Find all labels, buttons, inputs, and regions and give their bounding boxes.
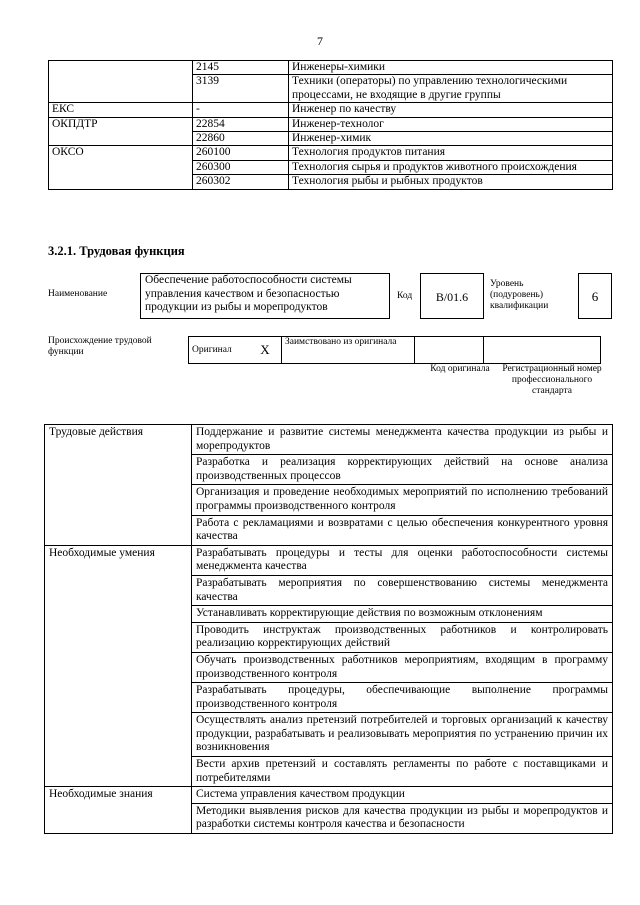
function-name-box: Обеспечение работоспособности системы управления качеством и безопасностью продукции из рыбы и морепродуктов — [140, 273, 390, 319]
original-label: Оригинал — [189, 337, 250, 364]
labor-action-item: Разработка и реализация корректирующих действий на основе анализа производственных процессов — [192, 455, 613, 485]
function-details-table — [44, 424, 613, 834]
knowledge-item: Методики выявления рисков для качества продукции из рыбы и морепродуктов и разработки системы контроля качества и безопасности — [192, 803, 613, 833]
code-cell: 22854 — [193, 117, 289, 131]
page-number: 7 — [317, 34, 323, 48]
registration-number-cell — [484, 337, 601, 364]
classifier-cell: ОКСО — [49, 146, 193, 189]
original-mark: X — [249, 337, 282, 364]
section-heading: 3.2.1. Трудовая функция — [48, 244, 185, 258]
knowledge-label: Необходимые знания — [45, 787, 192, 834]
table-row — [45, 425, 613, 455]
labor-action-item: Поддержание и развитие системы менеджмента качества продукции из рыбы и морепродуктов — [192, 425, 613, 455]
origin-label: Происхождение трудовой функции — [48, 336, 152, 357]
occupation-name-cell: Технология сырья и продуктов животного происхождения — [289, 160, 613, 174]
skill-item: Устанавливать корректирующие действия по возможным отклонениям — [192, 606, 613, 623]
code-cell: 3139 — [193, 75, 289, 103]
skill-item: Разрабатывать процедуры, обеспечивающие выполнение программы производственного контроля — [192, 683, 613, 713]
knowledge-item: Система управления качеством продукции — [192, 787, 613, 804]
skill-item: Вести архив претензий и составлять регламенты по работе с поставщиками и потребителями — [192, 757, 613, 787]
table-row — [49, 61, 613, 75]
classifier-codes-table — [48, 60, 613, 190]
qualification-level-label: Уровень (подуровень) квалификации — [490, 279, 549, 311]
code-label: Код — [397, 291, 413, 301]
code-cell: 22860 — [193, 132, 289, 146]
qualification-level-box: 6 — [578, 273, 612, 319]
labor-actions-label: Трудовые действия — [45, 425, 192, 546]
classifier-cell: ЕКС — [49, 103, 193, 117]
skill-item: Разрабатывать мероприятия по совершенствованию системы менеджмента качества — [192, 575, 613, 605]
occupation-name-cell: Инженер по качеству — [289, 103, 613, 117]
occupation-name-cell: Технология продуктов питания — [289, 146, 613, 160]
skill-item: Проводить инструктаж производственных работников и контролировать реализацию корректирующих действий — [192, 622, 613, 652]
original-code-caption: Код оригинала — [430, 364, 490, 374]
skills-label: Необходимые умения — [45, 545, 192, 787]
occupation-name-cell: Инженер-химик — [289, 132, 613, 146]
original-code-cell — [415, 337, 484, 364]
labor-action-item: Организация и проведение необходимых мероприятий по исполнению требований программы производственного контроля — [192, 485, 613, 515]
code-cell: 260300 — [193, 160, 289, 174]
occupation-name-cell: Техники (операторы) по управлению технологическими процессами, не входящие в другие группы — [289, 75, 613, 103]
occupation-name-cell: Технология рыбы и рыбных продуктов — [289, 175, 613, 189]
borrowed-label: Заимствовано из оригинала — [282, 337, 415, 364]
skill-item: Осуществлять анализ претензий потребителей и торговых организаций к качеству продукции, разрабатывать и реализовывать мероприятия по устранению причин их возникновения — [192, 713, 613, 757]
name-label: Наименование — [48, 289, 108, 299]
table-row — [45, 787, 613, 804]
classifier-cell: ОКПДТР — [49, 117, 193, 146]
code-cell: 2145 — [193, 61, 289, 75]
table-row — [49, 117, 613, 131]
labor-action-item: Работа с рекламациями и возвратами с целью обеспечения конкурентного уровня качества — [192, 515, 613, 545]
origin-table — [188, 336, 601, 364]
registration-number-caption: Регистрационный номер профессионального стандарта — [502, 364, 602, 396]
table-row — [45, 545, 613, 575]
table-row — [189, 337, 601, 364]
table-row — [49, 103, 613, 117]
code-cell: - — [193, 103, 289, 117]
occupation-name-cell: Инженер-технолог — [289, 117, 613, 131]
skill-item: Обучать производственных работников мероприятиям, входящим в программу производственного контроля — [192, 652, 613, 682]
function-code-box: B/01.6 — [420, 273, 484, 319]
code-cell: 260100 — [193, 146, 289, 160]
skill-item: Разрабатывать процедуры и тесты для оценки работоспособности системы менеджмента качества — [192, 545, 613, 575]
code-cell: 260302 — [193, 175, 289, 189]
classifier-cell — [49, 61, 193, 103]
occupation-name-cell: Инженеры-химики — [289, 61, 613, 75]
table-row — [49, 146, 613, 160]
